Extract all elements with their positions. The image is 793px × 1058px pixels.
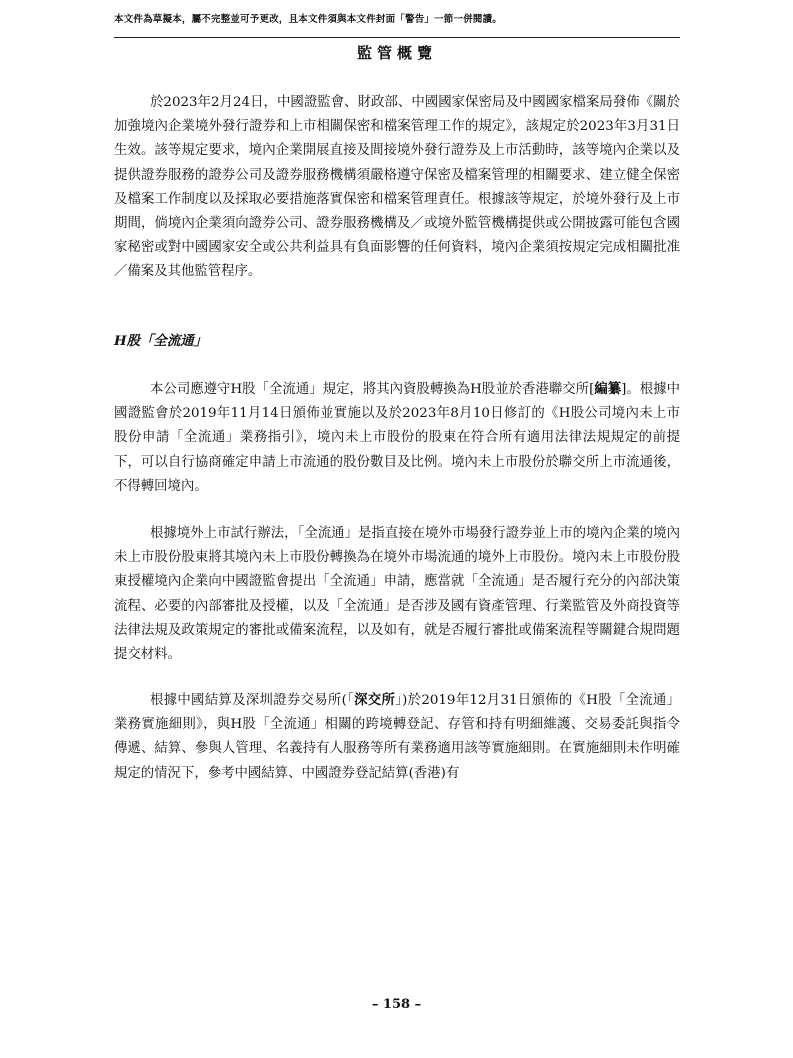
paragraph-text: ]。根據中國證監會於2019年11月14日頒佈並實施以及於2023年8月10日修訂的《H股公司境內未上市股份申請「全流通」業務指引》，境內未上市股份的股東在符合所有適用法律法規規定的前提下，可以自行協商確定申請上市流通的股份數目及比例。境內未上市股份於聯交所上市流通後，不得轉回境內。 [114,382,681,494]
page-title: 監管概覽 [356,44,437,62]
defined-term: 深交所 [354,692,396,708]
paragraph-h-share-conversion [114,377,680,499]
paragraph-text: 根據中國結算及深圳證券交易所(「 [150,693,355,708]
paragraph-full-circulation-definition: 根據境外上市試行辦法，「全流通」是指直接在境外市場發行證券並上市的境內企業的境內未上市股份股東將其境內未上市股份轉換為在境外市場流通的境外上市股份。境內未上市股份股東授權境內企業向中國證監會提出「全流通」申請，應當就「全流通」是否履行充分的內部決策流程、必要的內部審批及授權，以及「全流通」是否涉及國有資產管理、行業監管及外商投資等法律法規及政策規定的審批或備案流程，以及如有，就是否履行審批或備案流程等關鍵合規問題提交材料。 [114,526,680,663]
header-rule [114,37,680,38]
paragraph-text: 」)於2019年12月31日頒佈的《H股「全流通」業務實施細則》，與H股「全流通」相關的跨境轉登記、存管和持有明細維護、交易委託與指令傳遞、結算、參與人管理、名義持有人服務等所有業務適用該等實施細則。在實施細則未作明確規定的情況下，參考中國結算、中國證券登記結算(香港)有 [114,693,680,781]
paragraph-confidentiality-rules: 於2023年2月24日，中國證監會、財政部、中國國家保密局及中國國家檔案局發佈《關於加強境內企業境外發行證券和上市相關保密和檔案管理工作的規定》，該規定於2023年3月31日生效。該等規定要求，境內企業開展直接及間接境外發行證券及上市活動時，該等境內企業以及提供證券服務的證券公司及證券服務機構須嚴格遵守保密及檔案管理的相關要求、建立健全保密及檔案工作制度以及採取必要措施落實保密和檔案管理責任。根據該等規定，於境外發行及上市期間，倘境內企業須向證券公司、證券服務機構及／或境外監管機構提供或公開披露可能包含國家秘密或對中國國家安全或公共利益具有負面影響的任何資料，境內企業須按規定完成相關批准／備案及其他監管程序。 [114,95,680,280]
page-number: – 158 – [371,997,422,1012]
section-heading-h-share-full-circulation: H股「全流通」 [114,333,207,349]
paragraph-text: 本公司應遵守H股「全流通」規定，將其內資股轉換為H股並於香港聯交所[ [150,382,595,397]
draft-warning-banner: 本文件為草擬本，屬不完整並可予更改，且本文件須與本文件封面「警告」一節一併閱讀。 [114,14,503,25]
paragraph-implementation-rules [114,688,680,786]
redacted-term: 編纂 [594,381,622,397]
